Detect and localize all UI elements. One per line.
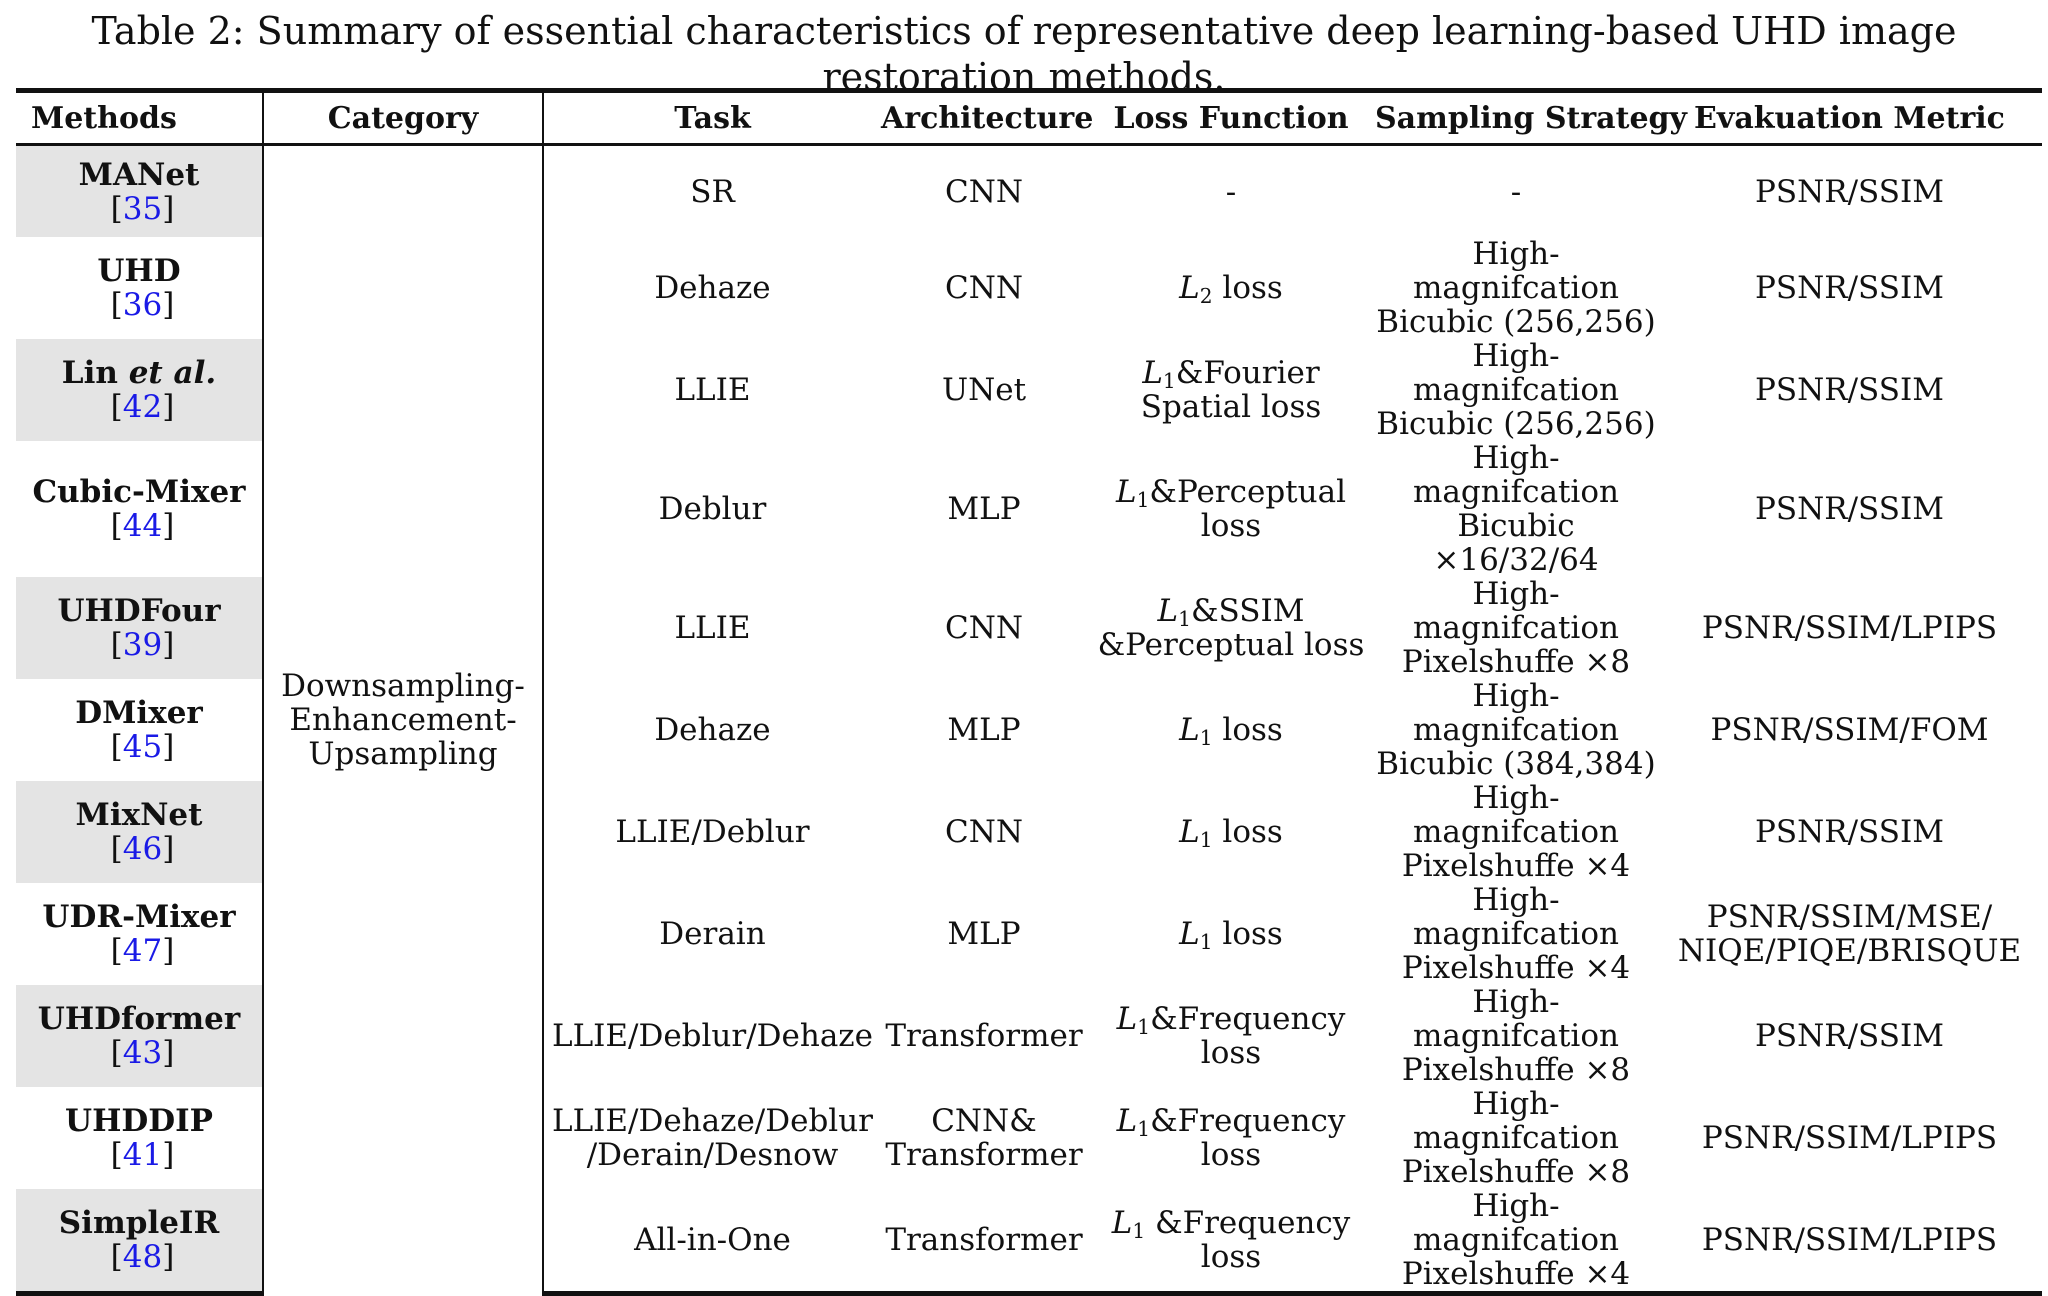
metric-cell — [1657, 1087, 2042, 1189]
citation-link[interactable]: 41 — [122, 1137, 163, 1173]
sampling-line: Pixelshuffe ×4 — [1401, 848, 1631, 884]
task-cell — [543, 145, 881, 238]
loss-line — [1087, 270, 1375, 309]
metric-line: PSNR/SSIM/LPIPS — [1701, 1222, 1998, 1258]
loss-symbol: L — [1115, 474, 1137, 510]
task-cell — [543, 577, 881, 679]
method-name-text: MixNet — [75, 797, 203, 833]
loss-line — [1087, 916, 1375, 955]
method-name-text: DMixer — [75, 695, 203, 731]
loss-cell — [1087, 237, 1375, 339]
sampling-line: Pixelshuffe ×4 — [1401, 950, 1631, 986]
task-line: LLIE — [674, 372, 751, 408]
loss-subscript: 2 — [1199, 284, 1213, 309]
method-name — [16, 900, 262, 934]
sampling-cell — [1375, 679, 1657, 781]
task-line: Dehaze — [654, 712, 771, 748]
metric-line: PSNR/SSIM — [1755, 1018, 1944, 1054]
metric-cell — [1657, 339, 2042, 441]
loss-symbol: L — [1179, 712, 1200, 748]
category-line: Upsampling — [308, 735, 498, 772]
metric-cell — [1657, 237, 2042, 339]
loss-subscript: 1 — [1137, 1117, 1151, 1142]
method-name-text: UHDDIP — [65, 1103, 213, 1139]
sampling-line: High-magnifcation — [1413, 780, 1619, 850]
method-cell — [16, 883, 263, 985]
loss-cell — [1087, 577, 1375, 679]
citation: [43] — [110, 1035, 175, 1071]
metric-line: PSNR/SSIM — [1755, 173, 1944, 210]
method-name — [16, 1206, 262, 1240]
loss-line — [1087, 475, 1375, 543]
header-methods: Methods — [16, 91, 263, 145]
citation-link[interactable]: 36 — [122, 287, 163, 323]
loss-text: loss — [1212, 270, 1283, 306]
architecture-cell — [881, 145, 1087, 238]
sampling-cell — [1375, 237, 1657, 339]
method-name — [16, 1002, 262, 1036]
citation-link[interactable]: 48 — [122, 1239, 163, 1275]
sampling-line: Bicubic (256,256) — [1376, 406, 1656, 442]
method-name — [16, 696, 262, 730]
metric-cell — [1657, 1189, 2042, 1294]
loss-cell — [1087, 985, 1375, 1087]
method-name-text: UHD — [97, 253, 181, 289]
citation: [36] — [110, 287, 175, 323]
loss-subscript: 1 — [1199, 930, 1213, 955]
architecture-line: CNN — [945, 814, 1023, 850]
architecture-line: CNN& — [931, 1103, 1037, 1139]
header-architecture: Architecture — [881, 91, 1087, 145]
sampling-line: Bicubic ×16/32/64 — [1433, 508, 1599, 578]
header-sampling-strategy: Sampling Strategy — [1375, 91, 1657, 145]
architecture-cell — [881, 1087, 1087, 1189]
sampling-line: High-magnifcation — [1413, 882, 1619, 952]
citation-link[interactable]: 35 — [122, 190, 163, 227]
loss-line — [1087, 712, 1375, 751]
sampling-cell — [1375, 883, 1657, 985]
loss-symbol: L — [1142, 355, 1163, 391]
loss-line — [1087, 593, 1375, 632]
architecture-cell — [881, 679, 1087, 781]
citation: [48] — [110, 1239, 175, 1275]
loss-symbol: L — [1157, 593, 1179, 629]
task-cell — [543, 781, 881, 883]
header-loss-function: Loss Function — [1087, 91, 1375, 145]
loss-text: &Frequency loss — [1145, 1205, 1351, 1275]
metric-line: PSNR/SSIM/LPIPS — [1701, 610, 1998, 646]
loss-subscript: 1 — [1199, 726, 1213, 751]
architecture-cell — [881, 985, 1087, 1087]
loss-cell — [1087, 145, 1375, 238]
architecture-cell — [881, 339, 1087, 441]
sampling-cell — [1375, 577, 1657, 679]
metric-line: PSNR/SSIM/LPIPS — [1701, 1120, 1998, 1156]
citation-link[interactable]: 43 — [122, 1035, 163, 1071]
method-name-text: Cubic-Mixer — [32, 474, 246, 510]
architecture-line: MLP — [947, 491, 1021, 527]
sampling-line: Bicubic (256,256) — [1376, 304, 1656, 340]
task-line: LLIE/Dehaze/Deblur — [551, 1103, 873, 1139]
architecture-line: Transformer — [885, 1222, 1083, 1258]
method-name — [16, 475, 262, 509]
sampling-line: High-magnifcation — [1413, 1086, 1619, 1156]
metric-line: PSNR/SSIM — [1755, 814, 1944, 850]
citation: [44] — [110, 508, 175, 544]
architecture-line: MLP — [947, 916, 1021, 952]
header-task: Task — [543, 91, 881, 145]
category-line: Enhancement- — [289, 701, 517, 738]
sampling-line: High-magnifcation — [1413, 236, 1619, 306]
loss-line — [1087, 355, 1375, 394]
architecture-line: MLP — [947, 712, 1021, 748]
metric-line: PSNR/SSIM/FOM — [1710, 712, 1989, 748]
sampling-cell — [1375, 339, 1657, 441]
header-category: Category — [263, 91, 543, 145]
loss-line — [1087, 814, 1375, 853]
loss-cell — [1087, 679, 1375, 781]
architecture-line: UNet — [941, 372, 1027, 408]
loss-cell — [1087, 339, 1375, 441]
citation-link[interactable]: 46 — [122, 831, 163, 867]
method-name — [16, 254, 262, 288]
architecture-cell — [881, 237, 1087, 339]
method-name — [16, 798, 262, 832]
task-cell — [543, 679, 881, 781]
loss-subscript: 1 — [1178, 607, 1191, 632]
method-cell — [16, 985, 263, 1087]
metric-cell — [1657, 883, 2042, 985]
category-cell — [263, 145, 543, 1294]
task-line: Derain — [659, 916, 766, 952]
sampling-cell — [1375, 145, 1657, 238]
task-line: LLIE/Deblur — [615, 814, 810, 850]
method-name-text: MANet — [78, 156, 200, 193]
task-line: LLIE — [674, 610, 751, 646]
loss-cell — [1087, 781, 1375, 883]
task-line: Dehaze — [654, 270, 771, 306]
loss-subscript: 1 — [1162, 369, 1176, 394]
method-cell — [16, 339, 263, 441]
table-row — [16, 145, 2042, 238]
task-line: /Derain/Desnow — [586, 1137, 839, 1173]
loss-symbol: L — [1179, 270, 1200, 306]
sampling-line: - — [1510, 173, 1522, 210]
sampling-line: Bicubic (384,384) — [1376, 746, 1656, 782]
sampling-cell — [1375, 1087, 1657, 1189]
method-cell — [16, 679, 263, 781]
loss-text: loss — [1212, 814, 1283, 850]
loss-text: loss — [1212, 916, 1283, 952]
architecture-line: CNN — [945, 610, 1023, 646]
method-name-text: UHDformer — [37, 1001, 241, 1037]
architecture-line: CNN — [945, 270, 1023, 306]
summary-table — [16, 88, 2042, 1296]
metric-cell — [1657, 781, 2042, 883]
method-name — [16, 594, 262, 628]
method-cell — [16, 237, 263, 339]
citation: [47] — [110, 933, 175, 969]
loss-line: - — [1225, 173, 1237, 210]
sampling-cell — [1375, 441, 1657, 577]
category-line: Downsampling- — [281, 667, 525, 704]
header-row — [16, 91, 2042, 145]
architecture-cell — [881, 781, 1087, 883]
metric-line: PSNR/SSIM — [1755, 372, 1944, 408]
loss-subscript: 1 — [1137, 1015, 1151, 1040]
metric-cell — [1657, 679, 2042, 781]
citation-link[interactable]: 44 — [122, 508, 163, 544]
method-cell — [16, 1087, 263, 1189]
sampling-line: Pixelshuffe ×8 — [1401, 1154, 1631, 1190]
table-caption: Table 2: Summary of essential characteristics of representative deep learning-based UHD image restoration methods. — [91, 9, 1957, 99]
loss-cell — [1087, 441, 1375, 577]
task-cell — [543, 985, 881, 1087]
metric-line: NIQE/PIQE/BRISQUE — [1677, 933, 2022, 969]
task-cell — [543, 1189, 881, 1294]
method-cell — [16, 145, 263, 238]
citation: [35] — [110, 190, 175, 227]
loss-symbol: L — [1179, 814, 1200, 850]
task-cell — [543, 883, 881, 985]
loss-subscript: 1 — [1136, 488, 1150, 513]
task-cell — [543, 1087, 881, 1189]
header-evaluation-metric: Evakuation Metric — [1657, 91, 2042, 145]
architecture-line: CNN — [945, 173, 1023, 210]
loss-text: &Frequency loss — [1150, 1001, 1346, 1071]
citation: [42] — [110, 389, 175, 425]
task-cell — [543, 237, 881, 339]
sampling-line: High-magnifcation — [1413, 576, 1619, 646]
task-line: LLIE/Deblur/Dehaze — [551, 1018, 873, 1054]
method-name — [16, 158, 262, 192]
loss-line: Spatial loss — [1140, 389, 1322, 425]
architecture-cell — [881, 1189, 1087, 1294]
citation: [45] — [110, 729, 175, 765]
method-name — [16, 356, 262, 390]
task-cell — [543, 441, 881, 577]
citation-link[interactable]: 47 — [122, 933, 163, 969]
method-name-text: SimpleIR — [58, 1205, 220, 1241]
citation-link[interactable]: 45 — [122, 729, 163, 765]
task-cell — [543, 339, 881, 441]
method-name-text: UHDFour — [57, 593, 221, 629]
architecture-cell — [881, 883, 1087, 985]
method-cell — [16, 441, 263, 577]
metric-cell — [1657, 145, 2042, 238]
loss-text: &Perceptual loss — [1149, 474, 1347, 544]
method-name-italic: et al. — [128, 355, 217, 391]
sampling-line: High-magnifcation — [1413, 1188, 1619, 1258]
sampling-line: Pixelshuffe ×4 — [1401, 1256, 1631, 1292]
task-line: SR — [690, 173, 735, 210]
loss-text: loss — [1212, 712, 1283, 748]
citation-link[interactable]: 39 — [122, 627, 163, 663]
task-line: Deblur — [658, 491, 767, 527]
architecture-cell — [881, 441, 1087, 577]
sampling-cell — [1375, 781, 1657, 883]
task-line: All-in-One — [634, 1222, 791, 1258]
loss-cell — [1087, 1189, 1375, 1294]
metric-line: PSNR/SSIM — [1755, 270, 1944, 306]
metric-line: PSNR/SSIM/MSE/ — [1706, 899, 1993, 935]
citation-link[interactable]: 42 — [122, 389, 163, 425]
loss-line: &Perceptual loss — [1097, 627, 1365, 663]
method-cell — [16, 1189, 263, 1294]
loss-cell — [1087, 1087, 1375, 1189]
metric-line: PSNR/SSIM — [1755, 491, 1944, 527]
sampling-cell — [1375, 985, 1657, 1087]
method-name — [16, 1104, 262, 1138]
citation: [46] — [110, 831, 175, 867]
architecture-line: Transformer — [885, 1018, 1083, 1054]
metric-cell — [1657, 441, 2042, 577]
loss-text: &Fourier — [1175, 355, 1320, 391]
loss-line — [1087, 1206, 1375, 1274]
sampling-line: High-magnifcation — [1413, 678, 1619, 748]
loss-symbol: L — [1179, 916, 1200, 952]
method-cell — [16, 781, 263, 883]
citation: [41] — [110, 1137, 175, 1173]
loss-symbol: L — [1111, 1205, 1133, 1241]
sampling-line: Pixelshuffe ×8 — [1401, 644, 1631, 680]
sampling-line: High-magnifcation — [1413, 440, 1619, 510]
architecture-line: Transformer — [885, 1137, 1083, 1173]
sampling-cell — [1375, 1189, 1657, 1294]
metric-cell — [1657, 577, 2042, 679]
loss-symbol: L — [1116, 1001, 1138, 1037]
loss-line — [1087, 1104, 1375, 1172]
loss-subscript: 1 — [1199, 828, 1213, 853]
metric-cell — [1657, 985, 2042, 1087]
architecture-cell — [881, 577, 1087, 679]
loss-text: &Frequency loss — [1150, 1103, 1346, 1173]
sampling-line: Pixelshuffe ×8 — [1401, 1052, 1631, 1088]
loss-text: &SSIM — [1190, 593, 1305, 629]
loss-line — [1087, 1002, 1375, 1070]
citation: [39] — [110, 627, 175, 663]
sampling-line: High-magnifcation — [1413, 338, 1619, 408]
method-name-text: UDR-Mixer — [42, 899, 236, 935]
method-name-text: Lin — [61, 355, 118, 391]
method-cell — [16, 577, 263, 679]
sampling-line: High-magnifcation — [1413, 984, 1619, 1054]
loss-subscript: 1 — [1132, 1219, 1146, 1244]
loss-symbol: L — [1116, 1103, 1138, 1139]
loss-cell — [1087, 883, 1375, 985]
